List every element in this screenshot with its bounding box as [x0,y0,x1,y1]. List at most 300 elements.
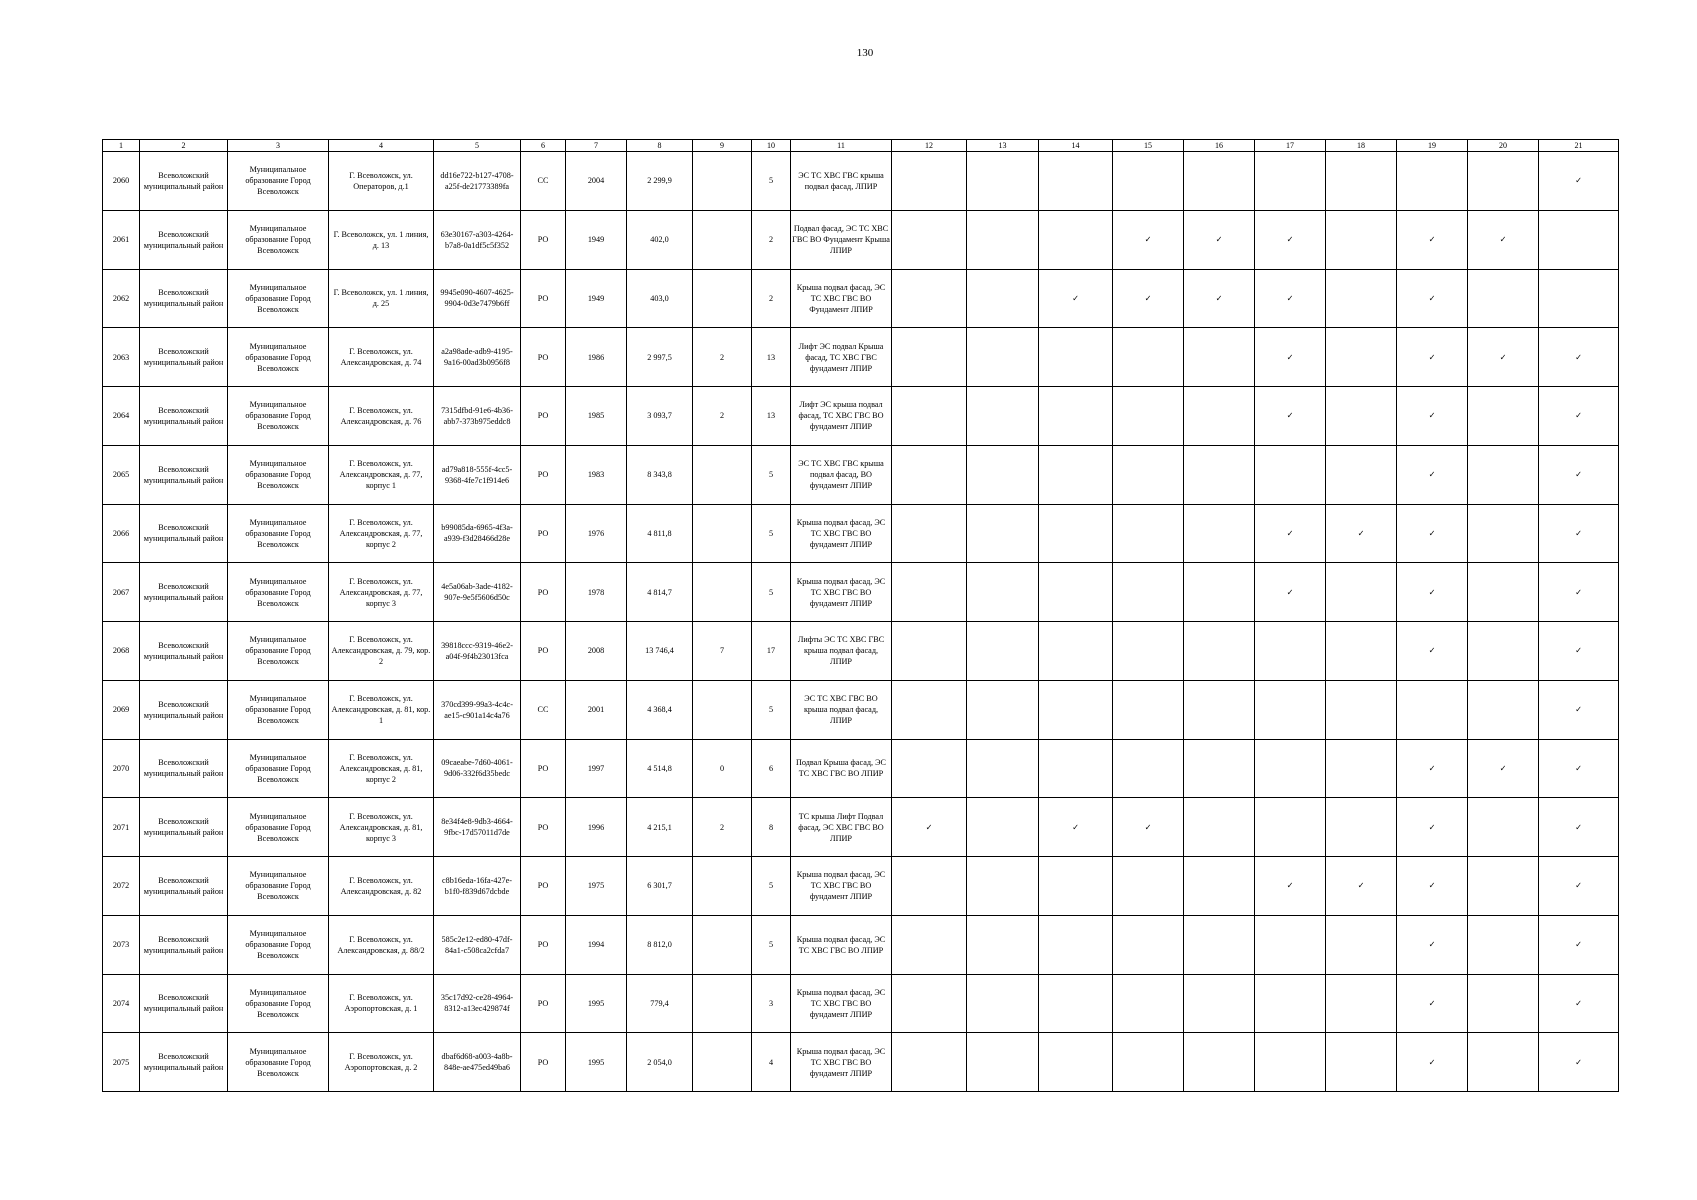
ownership-type-cell: РО [521,622,566,681]
check-mark-icon: ✓ [1397,210,1468,269]
work-column-12-cell [892,974,967,1033]
work-column-14-cell [1039,857,1113,916]
header-cell-1: 1 [103,140,140,152]
work-column-12-cell [892,445,967,504]
work-column-12-cell [892,152,967,211]
work-column-20-cell [1468,152,1539,211]
work-column-16-cell [1184,915,1255,974]
table-row [103,387,1619,446]
district-cell: Всеволожский муниципальный район [140,622,228,681]
check-mark-icon: ✓ [1539,563,1619,622]
work-column-15-cell [1113,152,1184,211]
address-cell: Г. Всеволожск, ул. Александровская, д. 74 [329,328,434,387]
municipality-cell: Муниципальное образование Город Всеволожск [228,563,329,622]
table-row [103,798,1619,857]
check-mark-icon: ✓ [1255,210,1326,269]
check-mark-icon: ✓ [1255,504,1326,563]
build-year-cell: 1975 [566,857,627,916]
work-column-13-cell [967,210,1039,269]
address-cell: Г. Всеволожск, ул. Александровская, д. 81, корпус 3 [329,798,434,857]
area-cell: 8 812,0 [627,915,693,974]
district-cell: Всеволожский муниципальный район [140,563,228,622]
work-column-14-cell [1039,504,1113,563]
district-cell: Всеволожский муниципальный район [140,210,228,269]
works-list-cell: ЭС ТС ХВС ГВС ВО крыша подвал фасад, ЛПИР [791,680,892,739]
municipality-cell: Муниципальное образование Город Всеволожск [228,328,329,387]
guid-cell: 4e5a06ab-3ade-4182-907e-9e5f5606d50c [434,563,521,622]
work-column-13-cell [967,504,1039,563]
row-number-cell: 2063 [103,328,140,387]
floors-cell: 4 [752,1033,791,1092]
header-cell-7: 7 [566,140,627,152]
guid-cell: a2a98ade-adb9-4195-9a16-00ad3b0956f8 [434,328,521,387]
header-cell-20: 20 [1468,140,1539,152]
area-cell: 2 054,0 [627,1033,693,1092]
check-mark-icon: ✓ [1326,504,1397,563]
header-cell-6: 6 [521,140,566,152]
lifts-count-cell: 2 [693,798,752,857]
check-mark-icon: ✓ [1255,387,1326,446]
lifts-count-cell [693,1033,752,1092]
row-number-cell: 2075 [103,1033,140,1092]
works-list-cell: Крыша подвал фасад, ЭС ТС ХВС ГВС ВО Фундамент ЛПИР [791,269,892,328]
check-mark-icon: ✓ [1039,798,1113,857]
floors-cell: 2 [752,269,791,328]
header-cell-16: 16 [1184,140,1255,152]
municipality-cell: Муниципальное образование Город Всеволожск [228,798,329,857]
municipality-cell: Муниципальное образование Город Всеволожск [228,915,329,974]
work-column-13-cell [967,680,1039,739]
check-mark-icon: ✓ [1539,915,1619,974]
guid-cell: 9945e090-4607-4625-9904-0d3e7479b6ff [434,269,521,328]
district-cell: Всеволожский муниципальный район [140,680,228,739]
build-year-cell: 1978 [566,563,627,622]
district-cell: Всеволожский муниципальный район [140,974,228,1033]
work-column-13-cell [967,445,1039,504]
work-column-13-cell [967,622,1039,681]
works-list-cell: Крыша подвал фасад, ЭС ТС ХВС ГВС ВО фундамент ЛПИР [791,563,892,622]
guid-cell: 39818ccc-9319-46e2-a04f-9f4b23013fca [434,622,521,681]
build-year-cell: 2004 [566,152,627,211]
table-row [103,269,1619,328]
build-year-cell: 1949 [566,210,627,269]
work-column-20-cell [1468,504,1539,563]
lifts-count-cell [693,445,752,504]
check-mark-icon: ✓ [1468,210,1539,269]
work-column-12-cell [892,739,967,798]
work-column-12-cell [892,857,967,916]
guid-cell: 7315dfbd-91e6-4b36-abb7-373b975eddc8 [434,387,521,446]
table-row [103,504,1619,563]
floors-cell: 2 [752,210,791,269]
address-cell: Г. Всеволожск, ул. Аэропортовская, д. 2 [329,1033,434,1092]
area-cell: 779,4 [627,974,693,1033]
check-mark-icon: ✓ [1255,857,1326,916]
lifts-count-cell [693,152,752,211]
header-cell-8: 8 [627,140,693,152]
work-column-16-cell [1184,798,1255,857]
municipality-cell: Муниципальное образование Город Всеволожск [228,680,329,739]
work-column-13-cell [967,1033,1039,1092]
build-year-cell: 1949 [566,269,627,328]
header-cell-5: 5 [434,140,521,152]
address-cell: Г. Всеволожск, ул. 1 линия, д. 25 [329,269,434,328]
area-cell: 4 368,4 [627,680,693,739]
lifts-count-cell: 2 [693,328,752,387]
table-row [103,328,1619,387]
work-column-20-cell [1468,622,1539,681]
work-column-20-cell [1468,563,1539,622]
check-mark-icon: ✓ [1397,857,1468,916]
area-cell: 13 746,4 [627,622,693,681]
table-row [103,915,1619,974]
ownership-type-cell: СС [521,680,566,739]
floors-cell: 6 [752,739,791,798]
guid-cell: ad79a818-555f-4cc5-9368-4fe7c1f914e6 [434,445,521,504]
guid-cell: 370cd399-99a3-4c4c-ae15-c901a14c4a76 [434,680,521,739]
address-cell: Г. Всеволожск, ул. 1 линия, д. 13 [329,210,434,269]
works-list-cell: Лифт ЭС крыша подвал фасад, ТС ХВС ГВС ВО фундамент ЛПИР [791,387,892,446]
work-column-17-cell [1255,680,1326,739]
row-number-cell: 2061 [103,210,140,269]
work-column-14-cell [1039,563,1113,622]
table-row [103,622,1619,681]
check-mark-icon: ✓ [1397,974,1468,1033]
district-cell: Всеволожский муниципальный район [140,152,228,211]
work-column-17-cell [1255,798,1326,857]
works-list-cell: Подвал фасад, ЭС ТС ХВС ГВС ВО Фундамент Крыша ЛПИР [791,210,892,269]
lifts-count-cell [693,680,752,739]
work-column-14-cell [1039,915,1113,974]
work-column-17-cell [1255,739,1326,798]
work-column-20-cell [1468,915,1539,974]
row-number-cell: 2071 [103,798,140,857]
header-cell-15: 15 [1113,140,1184,152]
work-column-16-cell [1184,974,1255,1033]
work-column-16-cell [1184,445,1255,504]
work-column-18-cell [1326,328,1397,387]
work-column-18-cell [1326,1033,1397,1092]
area-cell: 2 997,5 [627,328,693,387]
address-cell: Г. Всеволожск, ул. Александровская, д. 76 [329,387,434,446]
header-cell-17: 17 [1255,140,1326,152]
check-mark-icon: ✓ [1539,974,1619,1033]
work-column-14-cell [1039,622,1113,681]
floors-cell: 17 [752,622,791,681]
work-column-20-cell [1468,857,1539,916]
work-column-12-cell [892,387,967,446]
address-cell: Г. Всеволожск, ул. Александровская, д. 82 [329,857,434,916]
works-list-cell: Лифты ЭС ТС ХВС ГВС крыша подвал фасад, ЛПИР [791,622,892,681]
table-header [103,140,1619,152]
work-column-18-cell [1326,974,1397,1033]
build-year-cell: 1985 [566,387,627,446]
check-mark-icon: ✓ [1397,269,1468,328]
works-list-cell: Крыша подвал фасад, ЭС ТС ХВС ГВС ВО фундамент ЛПИР [791,1033,892,1092]
floors-cell: 5 [752,563,791,622]
check-mark-icon: ✓ [1468,328,1539,387]
check-mark-icon: ✓ [1539,739,1619,798]
check-mark-icon: ✓ [1397,622,1468,681]
row-number-cell: 2067 [103,563,140,622]
area-cell: 4 215,1 [627,798,693,857]
check-mark-icon: ✓ [1184,269,1255,328]
area-cell: 3 093,7 [627,387,693,446]
work-column-15-cell [1113,563,1184,622]
works-list-cell: Крыша подвал фасад, ЭС ТС ХВС ГВС ВО фундамент ЛПИР [791,974,892,1033]
ownership-type-cell: РО [521,445,566,504]
work-column-15-cell [1113,387,1184,446]
build-year-cell: 1994 [566,915,627,974]
check-mark-icon: ✓ [1113,269,1184,328]
check-mark-icon: ✓ [1184,210,1255,269]
work-column-12-cell [892,915,967,974]
ownership-type-cell: РО [521,504,566,563]
district-cell: Всеволожский муниципальный район [140,1033,228,1092]
district-cell: Всеволожский муниципальный район [140,504,228,563]
ownership-type-cell: РО [521,857,566,916]
check-mark-icon: ✓ [1397,1033,1468,1092]
lifts-count-cell: 7 [693,622,752,681]
work-column-13-cell [967,739,1039,798]
table-row [103,739,1619,798]
floors-cell: 5 [752,152,791,211]
district-cell: Всеволожский муниципальный район [140,445,228,504]
work-column-18-cell [1326,563,1397,622]
work-column-20-cell [1468,798,1539,857]
work-column-18-cell [1326,739,1397,798]
work-column-12-cell [892,269,967,328]
work-column-16-cell [1184,622,1255,681]
address-cell: Г. Всеволожск, ул. Аэропортовская, д. 1 [329,974,434,1033]
lifts-count-cell [693,974,752,1033]
row-number-cell: 2068 [103,622,140,681]
work-column-16-cell [1184,504,1255,563]
guid-cell: c8b16eda-16fa-427e-b1f0-f839d67dcbde [434,857,521,916]
municipality-cell: Муниципальное образование Город Всеволожск [228,739,329,798]
municipality-cell: Муниципальное образование Город Всеволожск [228,210,329,269]
work-column-13-cell [967,269,1039,328]
build-year-cell: 1996 [566,798,627,857]
build-year-cell: 1995 [566,1033,627,1092]
work-column-15-cell [1113,857,1184,916]
header-cell-4: 4 [329,140,434,152]
municipality-cell: Муниципальное образование Город Всеволожск [228,269,329,328]
lifts-count-cell [693,210,752,269]
guid-cell: dd16e722-b127-4708-a25f-de21773389fa [434,152,521,211]
check-mark-icon: ✓ [1539,387,1619,446]
row-number-cell: 2070 [103,739,140,798]
header-cell-11: 11 [791,140,892,152]
header-cell-21: 21 [1539,140,1619,152]
work-column-21-cell [1539,269,1619,328]
build-year-cell: 1976 [566,504,627,563]
work-column-15-cell [1113,1033,1184,1092]
lifts-count-cell: 0 [693,739,752,798]
build-year-cell: 1995 [566,974,627,1033]
work-column-14-cell [1039,680,1113,739]
work-column-18-cell [1326,269,1397,328]
header-row [103,140,1619,152]
check-mark-icon: ✓ [1539,445,1619,504]
work-column-19-cell [1397,152,1468,211]
work-column-21-cell [1539,210,1619,269]
work-column-16-cell [1184,387,1255,446]
check-mark-icon: ✓ [1468,739,1539,798]
table-body [103,152,1619,1092]
housing-registry-table [102,139,1619,1092]
lifts-count-cell [693,857,752,916]
work-column-13-cell [967,563,1039,622]
check-mark-icon: ✓ [1255,563,1326,622]
table-row [103,1033,1619,1092]
municipality-cell: Муниципальное образование Город Всеволожск [228,445,329,504]
area-cell: 402,0 [627,210,693,269]
address-cell: Г. Всеволожск, ул. Операторов, д.1 [329,152,434,211]
work-column-14-cell [1039,445,1113,504]
district-cell: Всеволожский муниципальный район [140,387,228,446]
area-cell: 6 301,7 [627,857,693,916]
check-mark-icon: ✓ [1397,739,1468,798]
address-cell: Г. Всеволожск, ул. Александровская, д. 77, корпус 3 [329,563,434,622]
guid-cell: 585c2e12-ed80-47df-84a1-c508ca2cfda7 [434,915,521,974]
ownership-type-cell: РО [521,798,566,857]
check-mark-icon: ✓ [1397,798,1468,857]
floors-cell: 13 [752,387,791,446]
work-column-16-cell [1184,739,1255,798]
work-column-18-cell [1326,152,1397,211]
lifts-count-cell [693,269,752,328]
work-column-17-cell [1255,445,1326,504]
works-list-cell: Крыша подвал фасад, ЭС ТС ХВС ГВС ВО фундамент ЛПИР [791,857,892,916]
work-column-12-cell [892,680,967,739]
page-number: 130 [856,47,874,59]
work-column-12-cell [892,1033,967,1092]
header-cell-10: 10 [752,140,791,152]
work-column-18-cell [1326,210,1397,269]
lifts-count-cell [693,563,752,622]
row-number-cell: 2062 [103,269,140,328]
floors-cell: 3 [752,974,791,1033]
work-column-12-cell [892,504,967,563]
works-list-cell: Крыша подвал фасад, ЭС ТС ХВС ГВС ВО ЛПИР [791,915,892,974]
work-column-18-cell [1326,445,1397,504]
work-column-16-cell [1184,680,1255,739]
works-list-cell: Лифт ЭС подвал Крыша фасад, ТС ХВС ГВС фундамент ЛПИР [791,328,892,387]
row-number-cell: 2060 [103,152,140,211]
work-column-15-cell [1113,328,1184,387]
work-column-12-cell [892,210,967,269]
works-list-cell: ТС крыша Лифт Подвал фасад, ЭС ХВС ГВС ВО ЛПИР [791,798,892,857]
ownership-type-cell: РО [521,210,566,269]
row-number-cell: 2072 [103,857,140,916]
check-mark-icon: ✓ [1397,504,1468,563]
work-column-16-cell [1184,563,1255,622]
row-number-cell: 2074 [103,974,140,1033]
lifts-count-cell [693,504,752,563]
address-cell: Г. Всеволожск, ул. Александровская, д. 77, корпус 1 [329,445,434,504]
work-column-19-cell [1397,680,1468,739]
ownership-type-cell: СС [521,152,566,211]
address-cell: Г. Всеволожск, ул. Александровская, д. 79, кор. 2 [329,622,434,681]
works-list-cell: ЭС ТС ХВС ГВС крыша подвал фасад, ЛПИР [791,152,892,211]
address-cell: Г. Всеволожск, ул. Александровская, д. 81, кор. 1 [329,680,434,739]
work-column-13-cell [967,798,1039,857]
check-mark-icon: ✓ [1397,563,1468,622]
work-column-15-cell [1113,622,1184,681]
row-number-cell: 2064 [103,387,140,446]
district-cell: Всеволожский муниципальный район [140,739,228,798]
work-column-15-cell [1113,445,1184,504]
table-row [103,563,1619,622]
check-mark-icon: ✓ [1539,680,1619,739]
ownership-type-cell: РО [521,269,566,328]
floors-cell: 5 [752,504,791,563]
check-mark-icon: ✓ [1397,328,1468,387]
check-mark-icon: ✓ [1326,857,1397,916]
work-column-15-cell [1113,915,1184,974]
header-cell-19: 19 [1397,140,1468,152]
address-cell: Г. Всеволожск, ул. Александровская, д. 77, корпус 2 [329,504,434,563]
work-column-18-cell [1326,915,1397,974]
address-cell: Г. Всеволожск, ул. Александровская, д. 81, корпус 2 [329,739,434,798]
municipality-cell: Муниципальное образование Город Всеволожск [228,504,329,563]
guid-cell: b99085da-6965-4f3a-a939-f3d28466d28e [434,504,521,563]
guid-cell: 09caeabe-7d60-4061-9d06-332f6d35bedc [434,739,521,798]
table-row [103,210,1619,269]
header-cell-3: 3 [228,140,329,152]
ownership-type-cell: РО [521,328,566,387]
work-column-17-cell [1255,622,1326,681]
work-column-17-cell [1255,152,1326,211]
work-column-14-cell [1039,387,1113,446]
work-column-16-cell [1184,152,1255,211]
work-column-13-cell [967,152,1039,211]
build-year-cell: 1986 [566,328,627,387]
header-cell-13: 13 [967,140,1039,152]
work-column-20-cell [1468,445,1539,504]
work-column-17-cell [1255,915,1326,974]
header-cell-2: 2 [140,140,228,152]
check-mark-icon: ✓ [1539,1033,1619,1092]
floors-cell: 5 [752,680,791,739]
work-column-15-cell [1113,974,1184,1033]
check-mark-icon: ✓ [1397,445,1468,504]
work-column-20-cell [1468,387,1539,446]
check-mark-icon: ✓ [1397,387,1468,446]
check-mark-icon: ✓ [1397,915,1468,974]
work-column-15-cell [1113,739,1184,798]
check-mark-icon: ✓ [1255,328,1326,387]
work-column-18-cell [1326,798,1397,857]
area-cell: 2 299,9 [627,152,693,211]
check-mark-icon: ✓ [1039,269,1113,328]
municipality-cell: Муниципальное образование Город Всеволожск [228,387,329,446]
table-row [103,152,1619,211]
floors-cell: 8 [752,798,791,857]
work-column-14-cell [1039,328,1113,387]
lifts-count-cell: 2 [693,387,752,446]
work-column-14-cell [1039,1033,1113,1092]
build-year-cell: 2008 [566,622,627,681]
check-mark-icon: ✓ [1539,622,1619,681]
ownership-type-cell: РО [521,563,566,622]
ownership-type-cell: РО [521,974,566,1033]
floors-cell: 5 [752,915,791,974]
guid-cell: dbaf6d68-a003-4a8b-848e-ae475ed49ba6 [434,1033,521,1092]
ownership-type-cell: РО [521,387,566,446]
build-year-cell: 1997 [566,739,627,798]
